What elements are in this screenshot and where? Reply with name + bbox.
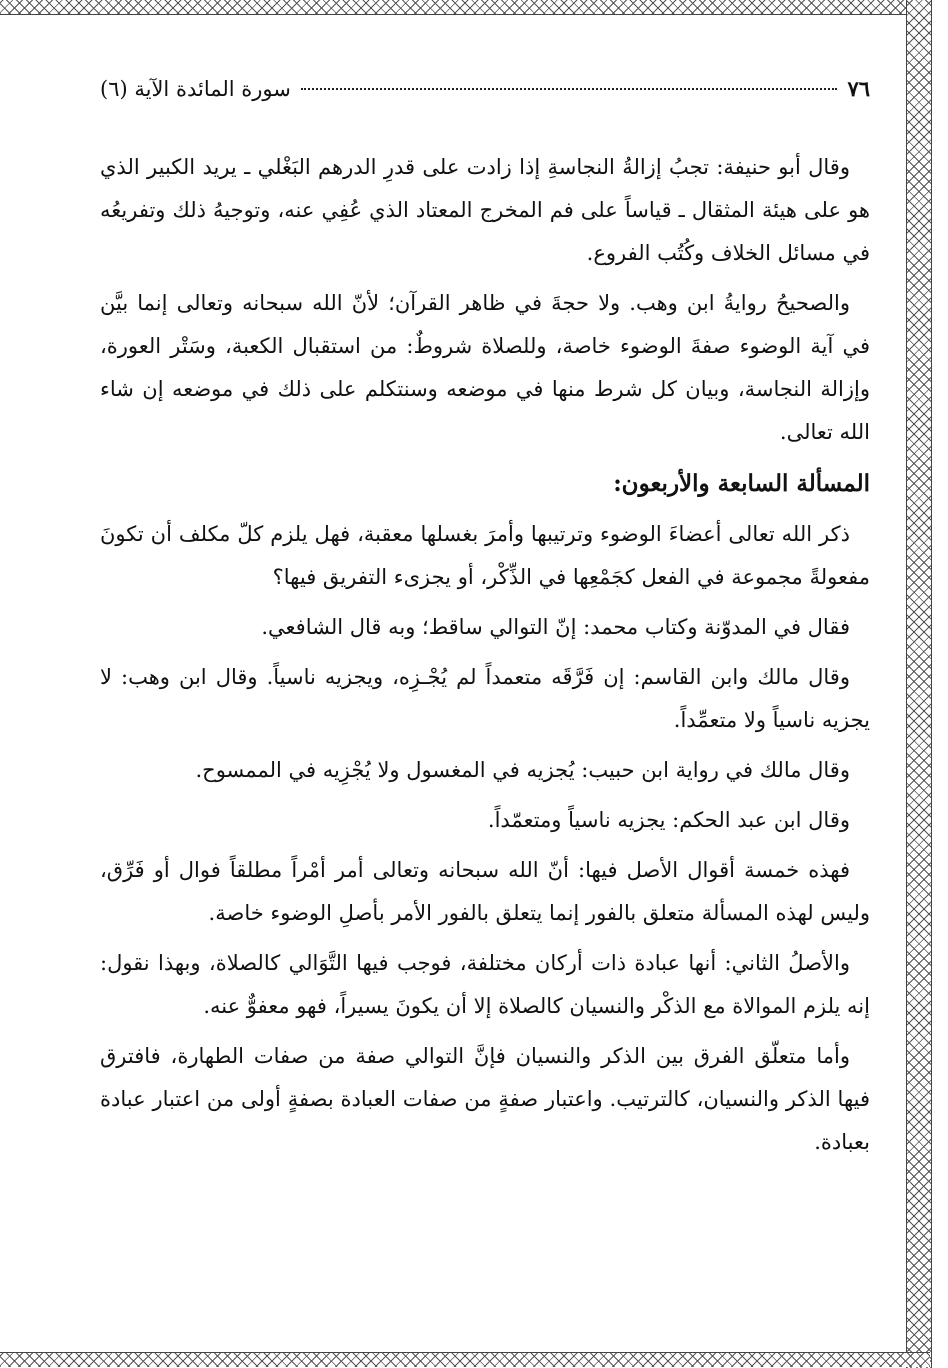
paragraph-1: وقال أبو حنيفة: تجبُ إزالةُ النجاسةِ إذا زادت على قدرِ الدرهم البَغْلي ـ يريد الكبير الذي هو على هيئة المثقال ـ قياساً على فم المخرج المعتاد الذي عُفِي عنه، وتوجيهُ ذلك وتفريعُه في مسائل الخلاف وكُتُب الفروع. xyxy=(100,155,870,265)
decorative-border-top xyxy=(0,0,930,15)
decorative-border-right xyxy=(906,0,932,1368)
book-page xyxy=(100,70,870,1171)
section-heading: المسألة السابعة والأربعون: xyxy=(613,470,870,497)
dotted-leader xyxy=(301,87,838,90)
paragraph-4: فقال في المدوّنة وكتاب محمد: إنّ التوالي ساقط؛ وبه قال الشافعي. xyxy=(261,615,850,639)
paragraph-9: والأصلُ الثاني: أنها عبادة ذات أركان مختلفة، فوجب فيها التَّوَالي كالصلاة، وبهذا نقول: إنه يلزم الموالاة مع الذكْر والنسيان كالصلاة إلا أن يكونَ يسيراً، فهو معفوٌّ عنه. xyxy=(100,951,870,1018)
paragraph-7: وقال ابن عبد الحكم: يجزيه ناسياً ومتعمّداً. xyxy=(487,808,850,832)
running-header-title: سورة المائدة الآية (٦) xyxy=(100,77,291,101)
paragraph-10: وأما متعلّق الفرق بين الذكر والنسيان فإنَّ التوالي صفة من صفات الطهارة، فافترق فيها الذكر والنسيان، كالترتيب. واعتبار صفةٍ من صفات العبادة بصفةٍ أولى من اعتبار عبادة بعبادة. xyxy=(100,1044,870,1154)
paragraph-5: وقال مالك وابن القاسم: إن فَرَّقَه متعمداً لم يُجْـزِه، ويجزيه ناسياً. وقال ابن وهب: لا يجزيه ناسياً ولا متعمِّداً. xyxy=(100,665,870,732)
page-number: ٧٦ xyxy=(847,76,870,101)
paragraph-3: ذكر الله تعالى أعضاءَ الوضوء وترتيبها وأمرَ بغسلها معقبة، فهل يلزم كلّ مكلف أن تكونَ مفعولةً مجموعة في الفعل كجَمْعِها في الذِّكْر، أو يجزىء التفريق فيها؟ xyxy=(100,522,870,589)
paragraph-2: والصحيحُ روايةُ ابن وهب. ولا حجةَ في ظاهر القرآن؛ لأنّ الله سبحانه وتعالى إنما بيَّن في آية الوضوء صفةَ الوضوء خاصة، وللصلاة شروطٌ: من استقبال الكعبة، وسَتْر العورة، وإزالة النجاسة، وبيان كل شرط منها في موضعه وسنتكلم على ذلك في موضعه إن شاء الله تعالى. xyxy=(100,291,870,444)
paragraph-8: فهذه خمسة أقوال الأصل فيها: أنّ الله سبحانه وتعالى أمر أمْراً مطلقاً فوال أو فَرِّق، وليس لهذه المسألة متعلق بالفور إنما يتعلق بالفور الأمر بأصلِ الوضوء خاصة. xyxy=(100,858,870,925)
running-header xyxy=(100,70,870,110)
paragraph-6: وقال مالك في رواية ابن حبيب: يُجزيه في المغسول ولا يُجْزِيه في الممسوح. xyxy=(195,758,850,782)
decorative-border-bottom xyxy=(0,1352,930,1367)
